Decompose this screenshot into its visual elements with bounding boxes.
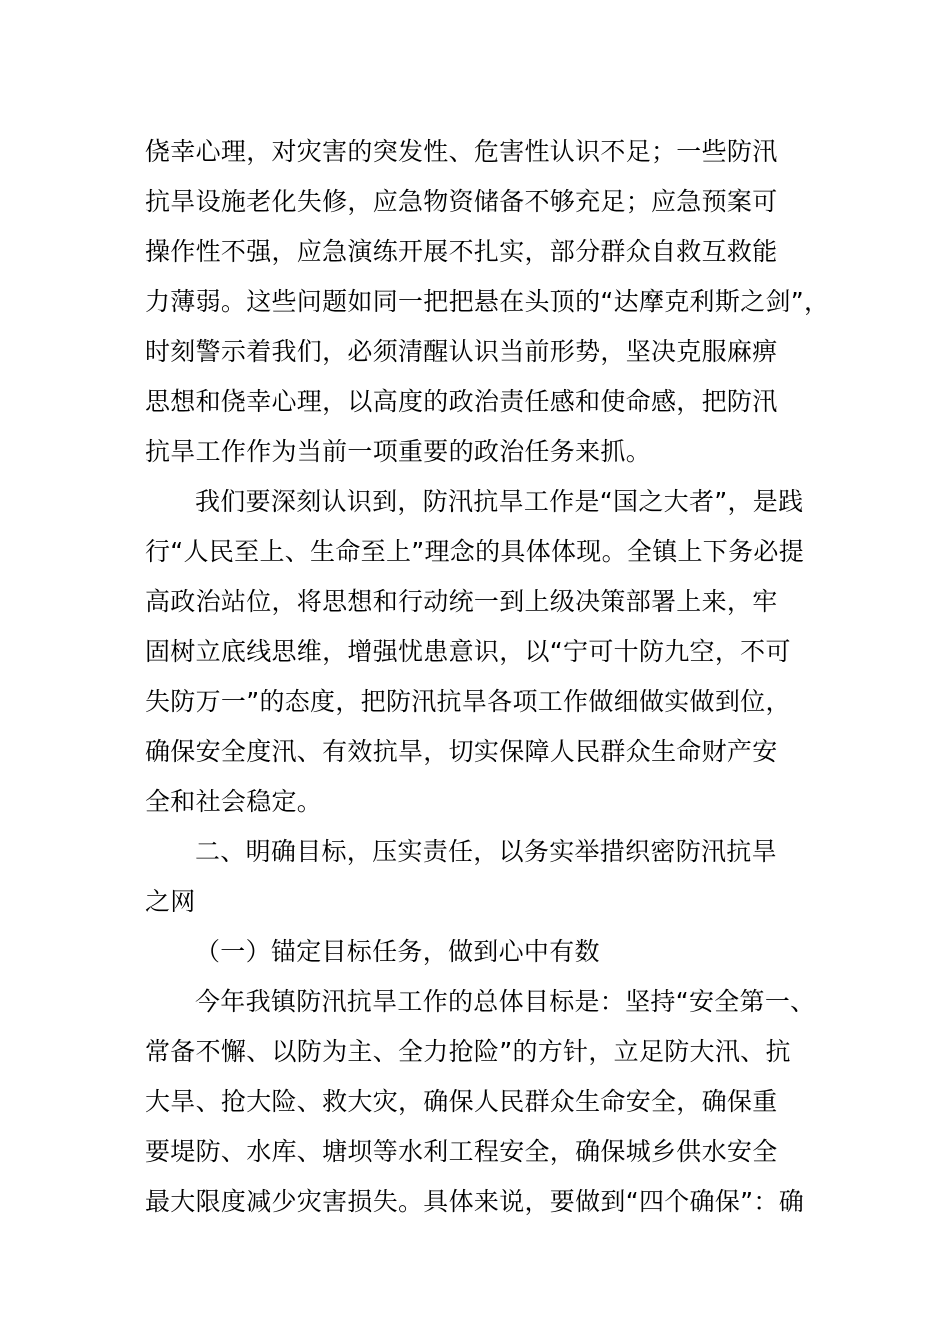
paragraph-line: 侥幸心理，对灾害的突发性、危害性认识不足；一些防汛 [145, 137, 778, 166]
paragraph-line: 思想和侥幸心理，以高度的政治责任感和使命感，把防汛 [145, 387, 778, 416]
paragraph-line: 常备不懈、以防为主、全力抢险”的方针，立足防大汛、抗 [145, 1037, 791, 1066]
paragraph-line: 抗旱设施老化失修，应急物资储备不够充足；应急预案可 [145, 187, 778, 216]
subsection-heading: （一）锚定目标任务，做到心中有数 [195, 937, 600, 966]
paragraph-line: 确保安全度汛、有效抗旱，切实保障人民群众生命财产安 [145, 737, 778, 766]
paragraph-line: 力薄弱。这些问题如同一把把悬在头顶的“达摩克利斯之剑”， [145, 287, 830, 316]
paragraph-line: 高政治站位，将思想和行动统一到上级决策部署上来，牢 [145, 587, 778, 616]
paragraph-line: 时刻警示着我们，必须清醒认识当前形势，坚决克服麻痹 [145, 337, 778, 366]
paragraph-line: 我们要深刻认识到，防汛抗旱工作是“国之大者”，是践 [195, 487, 804, 516]
paragraph-line: 行“人民至上、生命至上”理念的具体体现。全镇上下务必提 [145, 537, 805, 566]
paragraph-line: 全和社会稳定。 [145, 787, 323, 816]
section-heading-line: 二、明确目标，压实责任，以务实举措织密防汛抗旱 [195, 837, 777, 866]
paragraph-line: 固树立底线思维，增强忧患意识，以“宁可十防九空，不可 [145, 637, 791, 666]
section-heading-line: 之网 [145, 887, 196, 916]
paragraph-line: 操作性不强，应急演练开展不扎实，部分群众自救互救能 [145, 237, 778, 266]
paragraph-line: 最大限度减少灾害损失。具体来说，要做到“四个确保”：确 [145, 1187, 805, 1216]
paragraph-line: 要堤防、水库、塘坝等水利工程安全，确保城乡供水安全 [145, 1137, 778, 1166]
paragraph-line: 大旱、抢大险、救大灾，确保人民群众生命安全，确保重 [145, 1087, 778, 1116]
paragraph-line: 失防万一”的态度，把防汛抗旱各项工作做细做实做到位， [145, 687, 791, 716]
paragraph-line: 今年我镇防汛抗旱工作的总体目标是：坚持“安全第一、 [195, 987, 816, 1016]
paragraph-line: 抗旱工作作为当前一项重要的政治任务来抓。 [145, 437, 652, 466]
